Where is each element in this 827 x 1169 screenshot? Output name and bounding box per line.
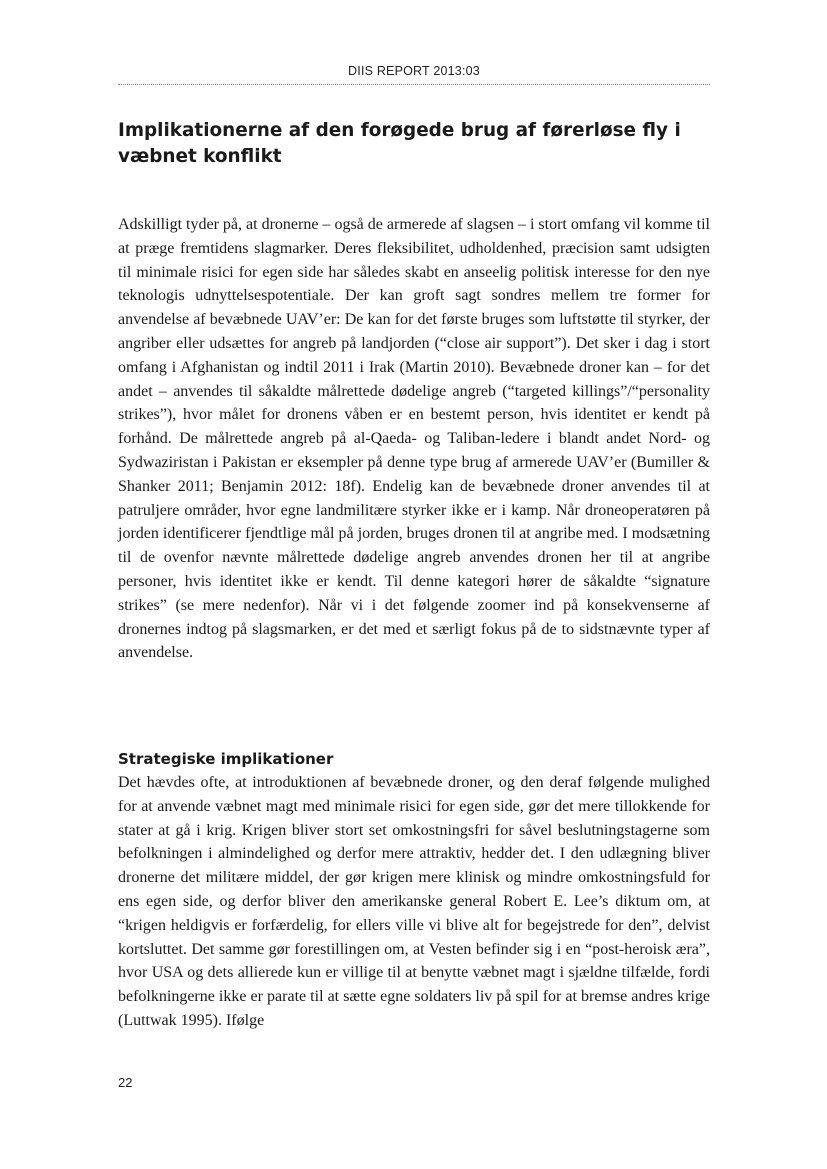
subsection-heading: Strategiske implikationer	[118, 750, 334, 768]
header-divider	[118, 84, 710, 85]
page-number: 22	[118, 1075, 133, 1090]
body-paragraph: Adskilligt tyder på, at dronerne – også de armerede af slagsen – i stort omfang vil komme til at præge fremtidens slagmarker. Deres fleksibilitet, udholdenhed, præcision samt udsigten til minimale risici for egen side har således skabt en anseelig politisk interesse for den nye teknologis udnyttelsespotentiale. Der kan groft sagt sondres mellem tre former for anvendelse af bevæbnede UAV’er: De kan for det første bruges som luftstøtte til styrker, der angriber eller udsættes for angreb på landjorden (“close air support”). Det sker i dag i stort omfang i Afghanistan og indtil 2011 i Irak (Martin 2010). Bevæbnede droner kan – for det andet – anvendes til såkaldte målrettede dødelige angreb (“targeted killings”/“personality strikes”), hvor målet for dronens våben er en bestemt person, hvis identitet er kendt på forhånd. De målrettede angreb på al-Qaeda- og Taliban-ledere i blandt andet Nord- og Sydwaziristan i Pakistan er eksempler på denne type brug af armerede UAV’er (Bumiller & Shanker 2011; Benjamin 2012: 18f). Endelig kan de bevæbnede droner anvendes til at patruljere områder, hvor egne landmilitære styrker ikke er i kamp. Når droneoperatøren på jorden identificerer fjendtlige mål på jorden, bruges dronen til at angribe med. I modsætning til de ovenfor nævnte målrettede dødelige angreb anvendes dronen her til at angribe personer, hvis identitet ikke er kendt. Til denne kategori hører de såkaldte “signature strikes” (se mere nedenfor). Når vi i det følgende zoomer ind på konsekvenserne af dronernes indtog på slagsmarken, er det med et særligt fokus på de to sidstnævnte typer af anvendelse.	[118, 216, 710, 662]
body-paragraph: Det hævdes ofte, at introduktionen af bevæbnede droner, og den deraf følgende mulighed for at anvende væbnet magt med minimale risici for egen side, gør det mere tillokkende for stater at gå i krig. Krigen bliver stort set omkostningsfri for såvel beslutningstagerne som befolkningen i almindelighed og derfor mere attraktiv, hedder det. I den udlægning bliver dronerne det militære middel, der gør krigen mere klinisk og mindre omkostningsfuld for ens egen side, og derfor bliver den amerikanske general Robert E. Lee’s diktum om, at “krigen heldigvis er forfærdelig, for ellers ville vi blive alt for begejstrede for den”, delvist kortsluttet. Det samme gør forestillingen om, at Vesten befinder sig i en “post-heroisk æra”, hvor USA og dets allierede kun er villige til at benytte væbnet magt i sjældne tilfælde, fordi befolkningerne ikke er parate til at sætte egne soldaters liv på spil for at bremse andres krige (Luttwak 1995). Ifølge	[118, 774, 710, 1029]
running-header: DIIS REPORT 2013:03	[348, 64, 480, 78]
section-title: Implikationerne af den forøgede brug af førerløse fly i væbnet konflikt	[118, 120, 681, 167]
